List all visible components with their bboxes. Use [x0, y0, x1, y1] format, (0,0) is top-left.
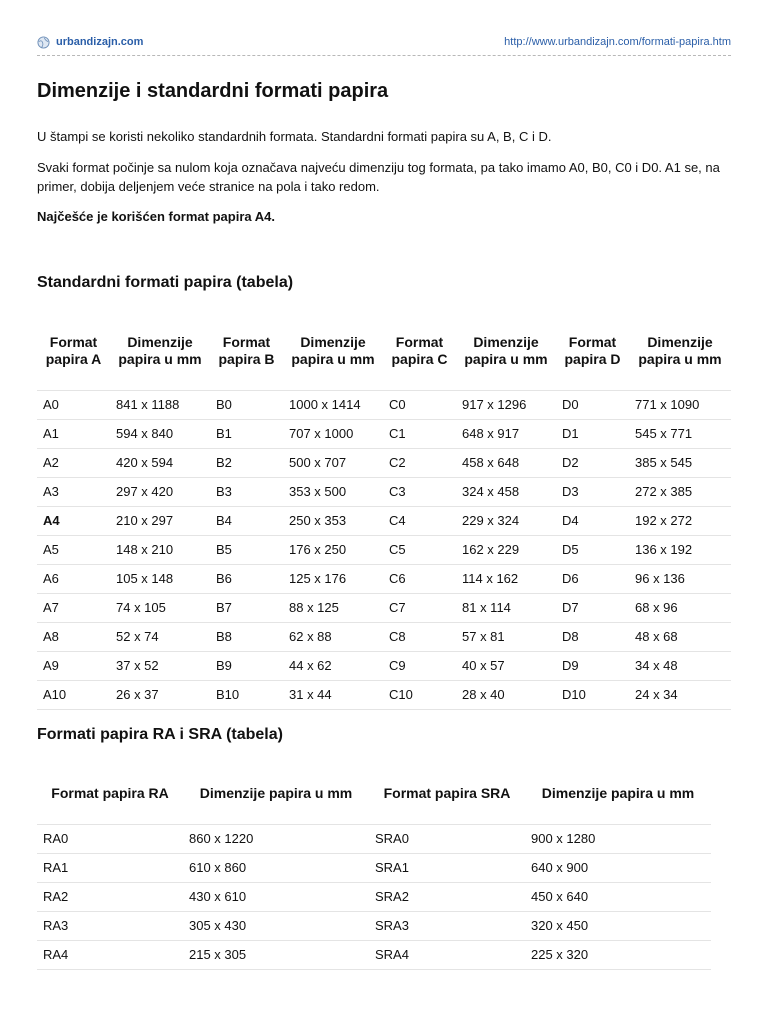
table-cell: D1: [556, 419, 629, 448]
table-cell: 28 x 40: [456, 680, 556, 709]
table-cell: A3: [37, 477, 110, 506]
table-cell: SRA3: [369, 911, 525, 940]
table-cell: 917 x 1296: [456, 390, 556, 419]
table-row: [37, 911, 711, 940]
table-cell: D3: [556, 477, 629, 506]
table-header-row: [37, 312, 731, 390]
table-cell: 40 x 57: [456, 651, 556, 680]
section-heading-ra-sra: Formati papira RA i SRA (tabela): [37, 726, 283, 743]
table-row: [37, 535, 731, 564]
table-cell: B5: [210, 535, 283, 564]
table-cell: 88 x 125: [283, 593, 383, 622]
table-row: [37, 419, 731, 448]
table-cell: 841 x 1188: [110, 390, 210, 419]
table-cell: 430 x 610: [183, 882, 369, 911]
table-cell: A9: [37, 651, 110, 680]
table-cell: 81 x 114: [456, 593, 556, 622]
table-row: [37, 390, 731, 419]
table-cell: RA2: [37, 882, 183, 911]
table-cell: C0: [383, 390, 456, 419]
table-cell: 420 x 594: [110, 448, 210, 477]
table-row: [37, 882, 711, 911]
table-cell: A8: [37, 622, 110, 651]
column-header: Format papira C: [391, 333, 448, 367]
standard-formats-table: [37, 312, 731, 710]
table-cell: 594 x 840: [110, 419, 210, 448]
column-header: Dimenzije papira u mm: [638, 333, 722, 367]
table-cell: D2: [556, 448, 629, 477]
table-cell: 210 x 297: [110, 506, 210, 535]
intro-paragraph-1: U štampi se koristi nekoliko standardnih formata. Standardni formati papira su A, B, C i D.: [37, 129, 552, 144]
table-cell: 96 x 136: [629, 564, 731, 593]
table-cell: 297 x 420: [110, 477, 210, 506]
column-header: Dimenzije papira u mm: [199, 785, 353, 802]
table-cell: 74 x 105: [110, 593, 210, 622]
table-cell: A0: [37, 390, 110, 419]
column-header: Format papira B: [218, 333, 275, 367]
table-row: [37, 940, 711, 969]
table-row: [37, 564, 731, 593]
table-cell: 125 x 176: [283, 564, 383, 593]
table-header-row: [37, 764, 711, 824]
table-cell: 44 x 62: [283, 651, 383, 680]
site-name[interactable]: urbandizajn.com: [56, 36, 144, 48]
table-cell: 500 x 707: [283, 448, 383, 477]
table-cell: 610 x 860: [183, 853, 369, 882]
column-header: Dimenzije papira u mm: [541, 785, 695, 802]
table-row: [37, 680, 731, 709]
table-cell: 640 x 900: [525, 853, 711, 882]
page-title: Dimenzije i standardni formati papira: [37, 80, 389, 102]
table-cell: 450 x 640: [525, 882, 711, 911]
table-cell: SRA4: [369, 940, 525, 969]
table-cell: B7: [210, 593, 283, 622]
table-cell: SRA1: [369, 853, 525, 882]
table-cell: C8: [383, 622, 456, 651]
table-cell: 48 x 68: [629, 622, 731, 651]
table-cell: 305 x 430: [183, 911, 369, 940]
table-row: [37, 651, 731, 680]
table-cell: D8: [556, 622, 629, 651]
table-cell: 900 x 1280: [525, 824, 711, 853]
table-cell: 229 x 324: [456, 506, 556, 535]
table-cell: RA1: [37, 853, 183, 882]
table-cell: 648 x 917: [456, 419, 556, 448]
table-cell: 114 x 162: [456, 564, 556, 593]
table-cell: 545 x 771: [629, 419, 731, 448]
table-cell: 105 x 148: [110, 564, 210, 593]
table-cell: B3: [210, 477, 283, 506]
table-cell: D10: [556, 680, 629, 709]
table-cell: C1: [383, 419, 456, 448]
table-cell: RA4: [37, 940, 183, 969]
table-cell: 176 x 250: [283, 535, 383, 564]
table-row: [37, 824, 711, 853]
page-header: [37, 32, 731, 52]
table-cell: C4: [383, 506, 456, 535]
table-cell: 37 x 52: [110, 651, 210, 680]
table-cell: A6: [37, 564, 110, 593]
table-cell: 458 x 648: [456, 448, 556, 477]
intro-paragraph-2: Svaki format počinje sa nulom koja označava najveću dimenziju tog formata, pa tako imamo A0, B0, C0 i D0. A1 se, na primer, dobija deljenjem veće stranice na pola i tako redom.: [37, 160, 720, 194]
table-cell: 353 x 500: [283, 477, 383, 506]
table-cell: B1: [210, 419, 283, 448]
table-cell: B9: [210, 651, 283, 680]
table-cell: 24 x 34: [629, 680, 731, 709]
column-header: Format papira SRA: [383, 785, 511, 802]
table-cell: A5: [37, 535, 110, 564]
table-cell: 215 x 305: [183, 940, 369, 969]
table-cell: B2: [210, 448, 283, 477]
column-header: Dimenzije papira u mm: [291, 333, 375, 367]
table-cell: RA0: [37, 824, 183, 853]
table-row: [37, 448, 731, 477]
table-cell: 1000 x 1414: [283, 390, 383, 419]
table-cell: A2: [37, 448, 110, 477]
table-cell: 26 x 37: [110, 680, 210, 709]
site-link[interactable]: [37, 36, 143, 49]
table-cell: 272 x 385: [629, 477, 731, 506]
table-cell: 324 x 458: [456, 477, 556, 506]
table-cell: C6: [383, 564, 456, 593]
table-cell: C7: [383, 593, 456, 622]
section-heading-standard: Standardni formati papira (tabela): [37, 274, 294, 291]
table-cell: 136 x 192: [629, 535, 731, 564]
page-url[interactable]: http://www.urbandizajn.com/formati-papira.htm: [504, 36, 731, 48]
table-cell: 771 x 1090: [629, 390, 731, 419]
table-cell: C9: [383, 651, 456, 680]
table-cell: B4: [210, 506, 283, 535]
table-cell: D7: [556, 593, 629, 622]
table-row: [37, 477, 731, 506]
table-row: [37, 853, 711, 882]
table-cell: D5: [556, 535, 629, 564]
table-cell: C5: [383, 535, 456, 564]
table-cell: 57 x 81: [456, 622, 556, 651]
ra-sra-formats-table: [37, 764, 711, 970]
globe-icon: [37, 36, 50, 49]
column-header: Format papira A: [45, 333, 102, 367]
table-cell: 62 x 88: [283, 622, 383, 651]
table-cell: 162 x 229: [456, 535, 556, 564]
table-cell: B10: [210, 680, 283, 709]
table-cell: C2: [383, 448, 456, 477]
table-cell: RA3: [37, 911, 183, 940]
column-header: Format papira RA: [51, 785, 169, 802]
table-cell: 148 x 210: [110, 535, 210, 564]
table-cell: A10: [37, 680, 110, 709]
table-cell: 31 x 44: [283, 680, 383, 709]
column-header: Format papira D: [564, 333, 621, 367]
table-cell: 250 x 353: [283, 506, 383, 535]
table-cell: 860 x 1220: [183, 824, 369, 853]
intro-paragraph-3: Najčešće je korišćen format papira A4.: [37, 209, 275, 224]
table-row: [37, 506, 731, 535]
table-cell: SRA2: [369, 882, 525, 911]
column-header: Dimenzije papira u mm: [118, 333, 202, 367]
table-cell: A1: [37, 419, 110, 448]
table-cell: D9: [556, 651, 629, 680]
table-cell: 68 x 96: [629, 593, 731, 622]
table-cell: B8: [210, 622, 283, 651]
table-cell: A4: [37, 506, 110, 535]
table-cell: C10: [383, 680, 456, 709]
table-cell: D0: [556, 390, 629, 419]
table-cell: C3: [383, 477, 456, 506]
table-cell: A7: [37, 593, 110, 622]
table-cell: B6: [210, 564, 283, 593]
table-cell: 320 x 450: [525, 911, 711, 940]
table-cell: 34 x 48: [629, 651, 731, 680]
table-cell: 707 x 1000: [283, 419, 383, 448]
table-row: [37, 622, 731, 651]
table-cell: 52 x 74: [110, 622, 210, 651]
header-divider: [37, 55, 731, 56]
table-cell: D4: [556, 506, 629, 535]
table-cell: 225 x 320: [525, 940, 711, 969]
table-cell: D6: [556, 564, 629, 593]
table-cell: B0: [210, 390, 283, 419]
table-cell: 192 x 272: [629, 506, 731, 535]
table-cell: SRA0: [369, 824, 525, 853]
column-header: Dimenzije papira u mm: [464, 333, 548, 367]
table-row: [37, 593, 731, 622]
table-cell: 385 x 545: [629, 448, 731, 477]
